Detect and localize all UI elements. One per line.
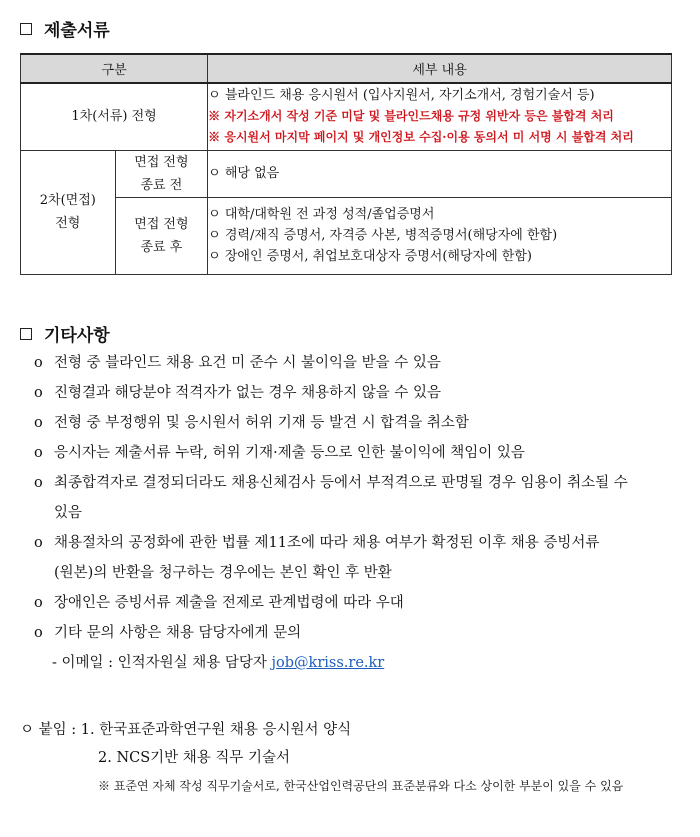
- documents-title-text: 제출서류: [44, 21, 110, 41]
- list-item-continuation: 있음: [54, 505, 83, 521]
- checkbox-square-icon: [20, 328, 32, 340]
- attachment-line-1: [20, 716, 623, 744]
- stage1-item-text: 블라인드 채용 응시원서 (입사지원서, 자기소개서, 경험기술서 등): [224, 88, 595, 104]
- stage2-before-label: [115, 150, 208, 197]
- documents-section-title: [20, 16, 110, 41]
- table-row-stage2-after: [21, 197, 672, 274]
- list-item: o 채용절차의 공정화에 관한 법률 제11조에 따라 채용 여부가 확정된 이후 채용 증빙서류: [34, 528, 674, 558]
- header-details: 세부 내용: [208, 54, 672, 83]
- stage1-warning-2: ※ 응시원서 마지막 페이지 및 개인정보 수집·이용 동의서 미 서명 시 불합격 처리: [208, 130, 634, 145]
- list-item-continuation: (원본)의 반환을 청구하는 경우에는 본인 확인 후 반환: [54, 565, 392, 581]
- others-list: [34, 348, 674, 678]
- others-section-title: [20, 321, 110, 346]
- stage2-label-line1: 2차(면접): [39, 193, 96, 208]
- checkbox-square-icon: [20, 23, 32, 35]
- stage2-label: [21, 150, 116, 274]
- stage2-after-label: [115, 197, 208, 274]
- others-title-text: 기타사항: [44, 326, 110, 346]
- table-row-stage2-before: [21, 150, 672, 197]
- list-item: o 진형결과 해당분야 적격자가 없는 경우 채용하지 않을 수 있음: [34, 378, 674, 408]
- header-category: 구분: [21, 54, 208, 83]
- attachments-block: [20, 716, 623, 800]
- before-label-line2: 종료 전: [140, 177, 183, 193]
- bullet-icon: o: [34, 445, 43, 461]
- bullet-icon: o: [34, 385, 43, 401]
- bullet-icon: o: [34, 595, 43, 611]
- attachment-item-2: 2. NCS기반 채용 직무 기술서: [98, 750, 291, 766]
- email-link[interactable]: job@kriss.re.kr: [271, 655, 385, 671]
- list-item: o 최종합격자로 결정되더라도 채용신체검사 등에서 부적격으로 판명될 경우 임용이 취소될 수: [34, 468, 674, 498]
- bullet-icon: ㅇ: [208, 88, 221, 104]
- after-item-3: ㅇ 장애인 증명서, 취업보호대상자 증명서(해당자에 한함): [208, 249, 532, 264]
- stage1-item: [208, 85, 671, 106]
- list-item: o 장애인은 증빙서류 제출을 전제로 관계법령에 따라 우대: [34, 588, 674, 618]
- after-item-2: ㅇ 경력/재직 증명서, 자격증 사본, 병적증명서(해당자에 한함): [208, 228, 558, 243]
- documents-table: [20, 53, 672, 275]
- table-header-row: [21, 54, 672, 83]
- stage1-warning-1: ※ 자기소개서 작성 기준 미달 및 블라인드채용 규정 위반자 등은 불합격 처리: [208, 109, 614, 124]
- stage1-label: 1차(서류) 전형: [21, 83, 208, 150]
- list-item: o 전형 중 부정행위 및 응시원서 허위 기재 등 발견 시 합격을 취소함: [34, 408, 674, 438]
- before-label-line1: 면접 전형: [134, 154, 189, 170]
- bullet-icon: o: [34, 415, 43, 431]
- stage2-after-details: [208, 197, 672, 274]
- after-item-1: ㅇ 대학/대학원 전 과정 성적/졸업증명서: [208, 207, 435, 222]
- before-item: ㅇ 해당 없음: [208, 166, 280, 181]
- after-label-line2: 종료 후: [140, 239, 183, 255]
- after-label-line1: 면접 전형: [134, 216, 189, 232]
- bullet-icon: o: [34, 475, 43, 491]
- list-item: o 기타 문의 사항은 채용 담당자에게 문의: [34, 618, 674, 648]
- contact-prefix: - 이메일 : 인적자원실 채용 담당자: [52, 655, 272, 671]
- list-item: o 응시자는 제출서류 누락, 허위 기재·제출 등으로 인한 불이익에 책임이 있음: [34, 438, 674, 468]
- stage1-details: [208, 83, 672, 150]
- bullet-icon: o: [34, 625, 43, 641]
- contact-line: [34, 648, 674, 678]
- attachment-item-1: 1. 한국표준과학연구원 채용 응시원서 양식: [80, 722, 352, 738]
- list-item: o 전형 중 블라인드 채용 요건 미 준수 시 불이익을 받을 수 있음: [34, 348, 674, 378]
- bullet-icon: o: [34, 355, 43, 371]
- stage2-before-details: [208, 150, 672, 197]
- attachments-label: ㅇ 붙임 :: [20, 722, 77, 738]
- stage2-label-line2: 전형: [55, 216, 81, 231]
- bullet-icon: o: [34, 535, 43, 551]
- attachment-note: ※ 표준연 자체 작성 직무기술서로, 한국산업인력공단의 표준분류와 다소 상이한 부분이 있을 수 있음: [98, 779, 624, 793]
- table-row-stage1: [21, 83, 672, 150]
